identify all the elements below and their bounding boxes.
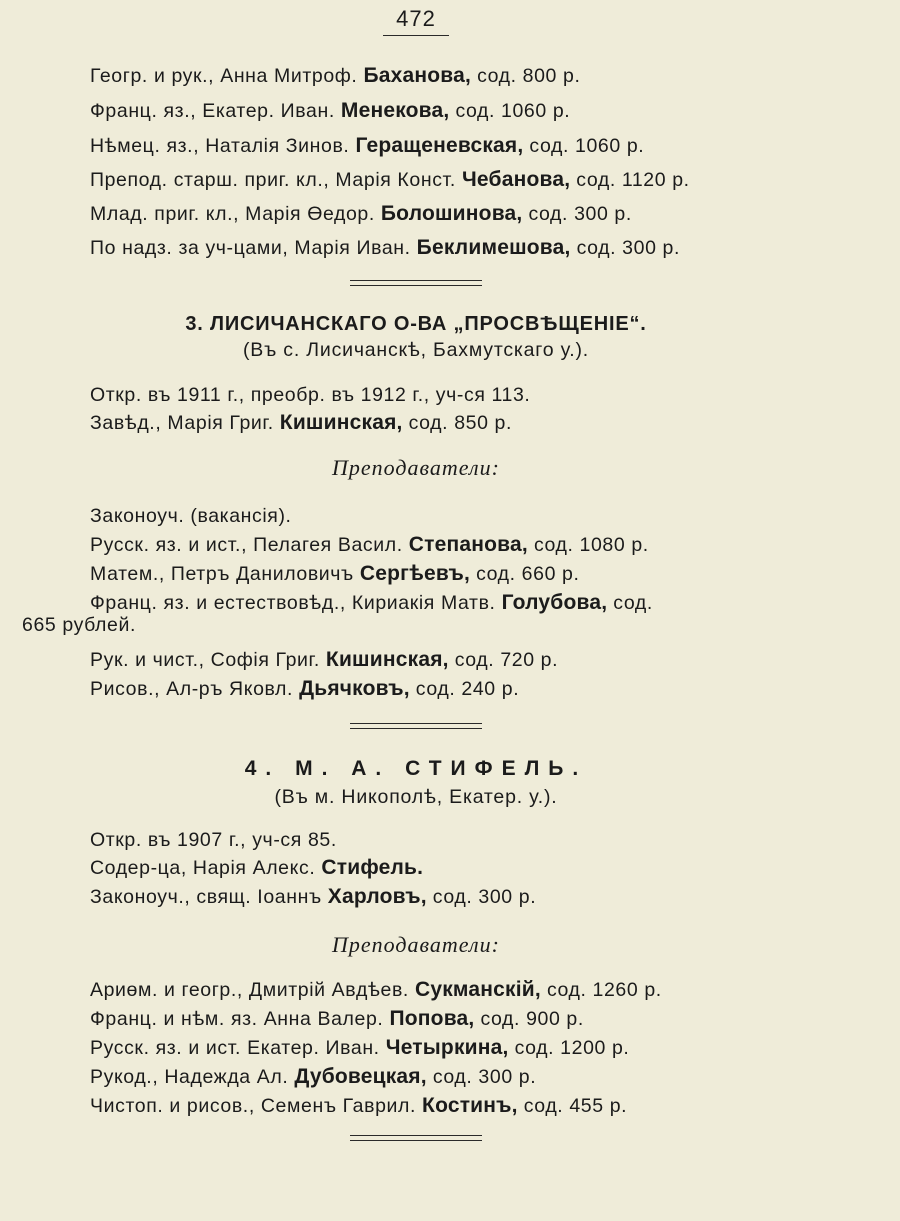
- teacher-line: Русск. яз. и ист., Пелагея Васил. Степанова, сод. 1080 р.: [90, 533, 649, 556]
- section-4-priest: Законоуч., свящ. Іоаннъ Харловъ, сод. 300 р.: [90, 885, 537, 908]
- teacher-line: Законоуч. (вакансія).: [90, 505, 292, 527]
- staff-line: По надз. за уч-цами, Марія Иван. Беклимешова, сод. 300 р.: [90, 236, 680, 259]
- teacher-line-continued: 665 рублей.: [22, 614, 136, 636]
- teacher-line: Русск. яз. и ист. Екатер. Иван. Четыркина, сод. 1200 р.: [90, 1036, 630, 1059]
- staff-line: Млад. приг. кл., Марія Өедор. Болошинова, сод. 300 р.: [90, 202, 632, 225]
- staff-line: Препод. старш. приг. кл., Марія Конст. Чебанова, сод. 1120 р.: [90, 168, 690, 191]
- teacher-line: Рисов., Ал-ръ Яковл. Дьячковъ, сод. 240 р.: [90, 677, 520, 700]
- page-number: 472: [396, 6, 436, 31]
- staff-line: Нѣмец. яз., Наталія Зинов. Геращеневская, сод. 1060 р.: [90, 134, 645, 157]
- section-divider: [350, 723, 482, 729]
- teacher-line: Чистоп. и рисов., Семенъ Гаврил. Костинъ, сод. 455 р.: [90, 1094, 628, 1117]
- staff-line: Франц. яз., Екатер. Иван. Менекова, сод. 1060 р.: [90, 99, 571, 122]
- section-3-head: Завѣд., Марія Григ. Кишинская, сод. 850 р.: [90, 411, 513, 434]
- section-3-title: 3. ЛИСИЧАНСКАГО О-ВА „ПРОСВѢЩЕНІЕ“.: [185, 313, 647, 335]
- teacher-line: Ариөм. и геогр., Дмитрій Авдѣев. Сукманскій, сод. 1260 р.: [90, 978, 662, 1001]
- section-3-subtitle: (Въ с. Лисичанскѣ, Бахмутскаго у.).: [243, 339, 589, 361]
- section-4-info: Откр. въ 1907 г., уч-ся 85.: [90, 829, 337, 851]
- section-4-head: Содер-ца, Нарія Алекс. Стифель.: [90, 856, 424, 879]
- section-4-subtitle: (Въ м. Никополѣ, Екатер. у.).: [274, 786, 558, 808]
- section-divider: [350, 1135, 482, 1141]
- section-4-teachers-heading: Преподаватели:: [332, 932, 500, 957]
- section-3-info: Откр. въ 1911 г., преобр. въ 1912 г., уч-ся 113.: [90, 384, 531, 406]
- teacher-line: Матем., Петръ Даниловичъ Сергѣевъ, сод. 660 р.: [90, 562, 580, 585]
- teacher-line: Франц. яз. и естествовѣд., Кириакія Матв. Голубова, сод.: [90, 591, 653, 614]
- page-number-rule: [383, 35, 449, 36]
- section-3-teachers-heading: Преподаватели:: [332, 455, 500, 480]
- section-divider: [350, 280, 482, 286]
- section-4-title: 4. М. А. СТИФЕЛЬ.: [244, 757, 588, 780]
- teacher-line: Рукод., Надежда Ал. Дубовецкая, сод. 300 р.: [90, 1065, 537, 1088]
- teacher-line: Франц. и нѣм. яз. Анна Валер. Попова, сод. 900 р.: [90, 1007, 584, 1030]
- teacher-line: Рук. и чист., Софія Григ. Кишинская, сод. 720 р.: [90, 648, 559, 671]
- staff-line: Геогр. и рук., Анна Митроф. Баханова, сод. 800 р.: [90, 64, 581, 87]
